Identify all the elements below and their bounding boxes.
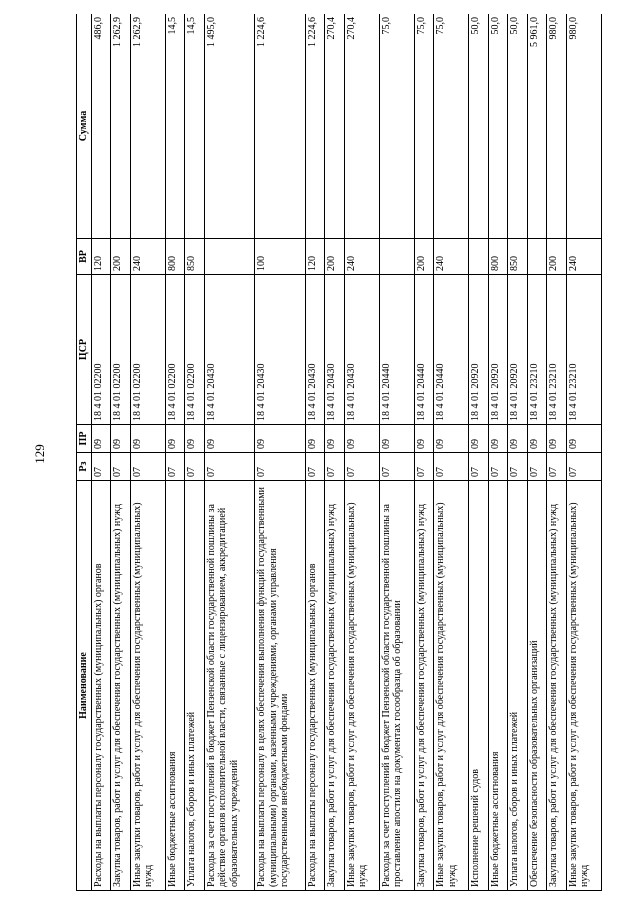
table-row xyxy=(165,14,185,891)
cell-sum: 1 495,0 xyxy=(204,14,255,239)
cell-csr: 18 4 01 20430 xyxy=(255,275,306,425)
cell-vr: 800 xyxy=(165,239,185,275)
table-row xyxy=(130,14,165,891)
cell-csr: 18 4 01 23210 xyxy=(547,275,567,425)
table-row xyxy=(204,14,255,891)
cell-sum: 75,0 xyxy=(434,14,469,239)
cell-name: Иные закупки товаров, работ и услуг для обеспечения государственных (муниципальных) нужд xyxy=(566,481,601,891)
cell-rz: 07 xyxy=(527,453,547,481)
cell-rz: 07 xyxy=(434,453,469,481)
cell-name: Закупка товаров, работ и услуг для обеспечения государственных (муниципальных) нужд xyxy=(547,481,567,891)
table-row xyxy=(547,14,567,891)
cell-name: Расходы на выплаты персоналу государственных (муниципальных) органов xyxy=(305,481,325,891)
cell-csr: 18 4 01 02200 xyxy=(185,275,205,425)
cell-rz: 07 xyxy=(204,453,255,481)
cell-vr: 240 xyxy=(344,239,379,275)
cell-csr: 18 4 01 23210 xyxy=(527,275,547,425)
cell-csr: 18 4 01 20440 xyxy=(414,275,434,425)
cell-name: Уплата налогов, сборов и иных платежей xyxy=(185,481,205,891)
cell-sum: 50,0 xyxy=(508,14,528,239)
table-row xyxy=(255,14,306,891)
cell-vr: 200 xyxy=(111,239,131,275)
table-row xyxy=(488,14,508,891)
cell-name: Уплата налогов, сборов и иных платежей xyxy=(508,481,528,891)
cell-vr: 240 xyxy=(434,239,469,275)
header-vr: ВР xyxy=(77,239,92,275)
cell-rz: 07 xyxy=(566,453,601,481)
cell-name: Закупка товаров, работ и услуг для обеспечения государственных (муниципальных) нужд xyxy=(111,481,131,891)
cell-csr: 18 4 01 20920 xyxy=(508,275,528,425)
cell-name: Иные закупки товаров, работ и услуг для обеспечения государственных (муниципальных) нужд xyxy=(344,481,379,891)
cell-csr: 18 4 01 20440 xyxy=(379,275,414,425)
table-row xyxy=(414,14,434,891)
table-row xyxy=(325,14,345,891)
cell-name: Расходы за счет поступлений в бюджет Пензенской области государственной пошлины за проставление апостиля на документах госообразца об образовании xyxy=(379,481,414,891)
cell-csr: 18 4 01 02200 xyxy=(130,275,165,425)
cell-csr: 18 4 01 20920 xyxy=(488,275,508,425)
cell-rz: 07 xyxy=(91,453,111,481)
cell-pr: 09 xyxy=(414,425,434,453)
cell-sum: 1 224,6 xyxy=(255,14,306,239)
cell-pr: 09 xyxy=(469,425,489,453)
cell-rz: 07 xyxy=(379,453,414,481)
cell-name: Иные закупки товаров, работ и услуг для обеспечения государственных (муниципальных) нужд xyxy=(130,481,165,891)
table-row xyxy=(508,14,528,891)
table-row xyxy=(111,14,131,891)
table-header xyxy=(77,14,92,891)
header-row xyxy=(77,14,92,891)
header-pr: ПР xyxy=(77,425,92,453)
cell-rz: 07 xyxy=(469,453,489,481)
cell-pr: 09 xyxy=(379,425,414,453)
cell-pr: 09 xyxy=(111,425,131,453)
table-row xyxy=(469,14,489,891)
cell-csr: 18 4 01 20430 xyxy=(325,275,345,425)
cell-name: Обеспечение безопасности образовательных организаций xyxy=(527,481,547,891)
cell-sum: 1 224,6 xyxy=(305,14,325,239)
cell-rz: 07 xyxy=(305,453,325,481)
cell-csr: 18 4 01 02200 xyxy=(165,275,185,425)
cell-rz: 07 xyxy=(488,453,508,481)
cell-name: Закупка товаров, работ и услуг для обеспечения государственных (муниципальных) нужд xyxy=(325,481,345,891)
cell-pr: 09 xyxy=(527,425,547,453)
cell-rz: 07 xyxy=(547,453,567,481)
cell-vr: 120 xyxy=(91,239,111,275)
cell-sum: 14,5 xyxy=(185,14,205,239)
cell-pr: 09 xyxy=(325,425,345,453)
cell-pr: 09 xyxy=(434,425,469,453)
cell-sum: 75,0 xyxy=(414,14,434,239)
cell-rz: 07 xyxy=(325,453,345,481)
budget-table xyxy=(76,14,602,891)
cell-sum: 270,4 xyxy=(325,14,345,239)
cell-name: Расходы за счет поступлений в бюджет Пензенской области государственной пошлины за действие органов исполнительной власти, связанные с лицензированием, аккредитацией образовательных учреждений xyxy=(204,481,255,891)
header-name: Наименование xyxy=(77,481,92,891)
table-row xyxy=(344,14,379,891)
page-number: 129 xyxy=(32,444,47,464)
cell-pr: 09 xyxy=(488,425,508,453)
cell-pr: 09 xyxy=(255,425,306,453)
cell-rz: 07 xyxy=(130,453,165,481)
cell-csr: 18 4 01 20430 xyxy=(344,275,379,425)
cell-vr: 200 xyxy=(547,239,567,275)
cell-vr: 240 xyxy=(130,239,165,275)
cell-vr: 800 xyxy=(488,239,508,275)
cell-vr: 200 xyxy=(325,239,345,275)
table-row xyxy=(527,14,547,891)
table-row xyxy=(91,14,111,891)
header-csr: ЦСР xyxy=(77,275,92,425)
table-row xyxy=(434,14,469,891)
cell-sum: 270,4 xyxy=(344,14,379,239)
cell-csr: 18 4 01 23210 xyxy=(566,275,601,425)
cell-vr: 850 xyxy=(508,239,528,275)
cell-sum: 14,5 xyxy=(165,14,185,239)
cell-vr: 850 xyxy=(185,239,205,275)
cell-vr: 200 xyxy=(414,239,434,275)
cell-pr: 09 xyxy=(185,425,205,453)
budget-table-wrapper xyxy=(76,14,602,891)
rotated-table-container xyxy=(76,14,602,891)
cell-sum: 75,0 xyxy=(379,14,414,239)
cell-sum: 50,0 xyxy=(488,14,508,239)
cell-vr: 120 xyxy=(305,239,325,275)
cell-rz: 07 xyxy=(255,453,306,481)
cell-rz: 07 xyxy=(508,453,528,481)
table-row xyxy=(185,14,205,891)
cell-vr: 240 xyxy=(566,239,601,275)
cell-sum: 486,0 xyxy=(91,14,111,239)
cell-csr: 18 4 01 20440 xyxy=(434,275,469,425)
cell-pr: 09 xyxy=(91,425,111,453)
cell-rz: 07 xyxy=(185,453,205,481)
cell-vr: 100 xyxy=(255,239,306,275)
cell-pr: 09 xyxy=(344,425,379,453)
cell-sum: 1 262,9 xyxy=(130,14,165,239)
cell-csr: 18 4 01 20430 xyxy=(305,275,325,425)
cell-sum: 980,0 xyxy=(547,14,567,239)
cell-pr: 09 xyxy=(305,425,325,453)
cell-pr: 09 xyxy=(204,425,255,453)
cell-sum: 50,0 xyxy=(469,14,489,239)
cell-pr: 09 xyxy=(130,425,165,453)
cell-sum: 980,0 xyxy=(566,14,601,239)
cell-sum: 5 961,0 xyxy=(527,14,547,239)
cell-pr: 09 xyxy=(566,425,601,453)
cell-rz: 07 xyxy=(344,453,379,481)
cell-rz: 07 xyxy=(414,453,434,481)
cell-name: Расходы на выплаты персоналу в целях обеспечения выполнения функций государственными (муниципальными) органами, казенными учреждениями, органами управления государственными внебюджетными фондами xyxy=(255,481,306,891)
cell-csr: 18 4 01 20430 xyxy=(204,275,255,425)
cell-pr: 09 xyxy=(508,425,528,453)
cell-pr: 09 xyxy=(165,425,185,453)
cell-csr: 18 4 01 02200 xyxy=(91,275,111,425)
cell-name: Иные закупки товаров, работ и услуг для обеспечения государственных (муниципальных) нужд xyxy=(434,481,469,891)
cell-vr xyxy=(379,239,414,275)
header-rz: Рз xyxy=(77,453,92,481)
table-body xyxy=(91,14,602,891)
cell-csr: 18 4 01 02200 xyxy=(111,275,131,425)
cell-pr: 09 xyxy=(547,425,567,453)
table-row xyxy=(379,14,414,891)
table-row xyxy=(566,14,601,891)
header-sum: Сумма xyxy=(77,14,92,239)
cell-name: Иные бюджетные ассигнования xyxy=(165,481,185,891)
cell-vr xyxy=(527,239,547,275)
cell-name: Расходы на выплаты персоналу государственных (муниципальных) органов xyxy=(91,481,111,891)
cell-name: Исполнение решений судов xyxy=(469,481,489,891)
cell-name: Иные бюджетные ассигнования xyxy=(488,481,508,891)
table-row xyxy=(305,14,325,891)
cell-rz: 07 xyxy=(111,453,131,481)
cell-vr xyxy=(204,239,255,275)
cell-rz: 07 xyxy=(165,453,185,481)
cell-csr: 18 4 01 20920 xyxy=(469,275,489,425)
cell-vr xyxy=(469,239,489,275)
cell-sum: 1 262,9 xyxy=(111,14,131,239)
cell-name: Закупка товаров, работ и услуг для обеспечения государственных (муниципальных) нужд xyxy=(414,481,434,891)
